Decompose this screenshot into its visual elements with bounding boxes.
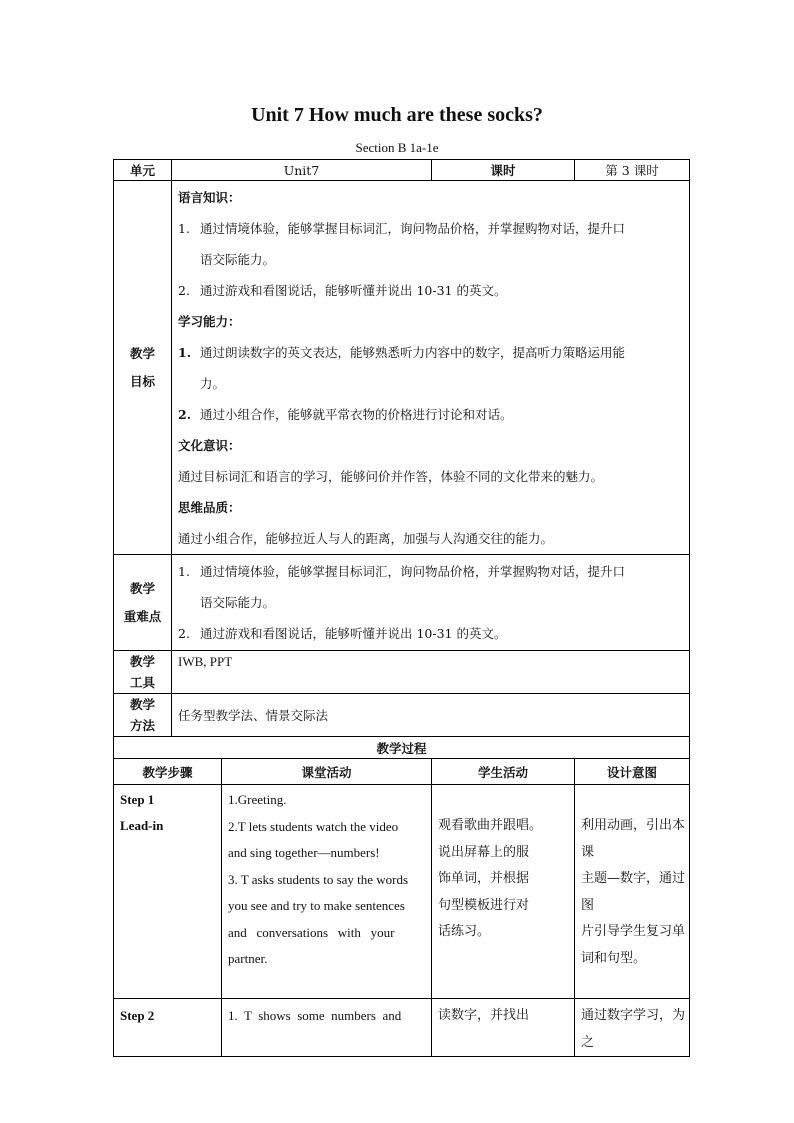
ability-item-1-cont: 力。 <box>200 376 226 391</box>
ability-item-2-text: 通过小组合作，能够就平常衣物的价格进行讨论和对话。 <box>200 407 513 422</box>
objectives-label-1: 教学 <box>129 345 155 361</box>
tools-label <box>114 651 172 694</box>
column-intent: 设计意图 <box>575 759 690 785</box>
step1-intent <box>575 785 690 999</box>
step1-student <box>432 785 575 999</box>
step1-activity-line: partner. <box>228 951 268 966</box>
language-item-1-cont: 语交际能力。 <box>200 252 276 267</box>
column-activity: 课堂活动 <box>222 759 432 785</box>
ability-item-2 <box>178 399 689 430</box>
keypoint-item-1 <box>178 556 689 587</box>
keypoints-label-2: 重难点 <box>123 608 162 624</box>
unit-value: Unit7 <box>172 160 432 181</box>
language-heading: 语言知识： <box>178 190 241 205</box>
step1-student-line: 观看歌曲并跟唱。 <box>438 818 543 833</box>
thinking-text: 通过小组合作，能够拉近人与人的距离，加强与人沟通交往的能力。 <box>178 531 554 546</box>
keypoint-item-2-text: 通过游戏和看图说话，能够听懂并说出 10-31 的英文。 <box>200 626 507 641</box>
keypoint-item-1-num: 1. <box>178 564 190 579</box>
process-columns-row <box>114 759 690 785</box>
methods-label-2: 方法 <box>129 718 155 733</box>
step2-intent-line: 通过数字学习，为之 <box>581 1008 686 1050</box>
step1-activity-line: 1.Greeting. <box>228 792 287 807</box>
keypoint-item-2-num: 2. <box>178 626 190 641</box>
ability-item-2-num: 2. <box>178 407 192 422</box>
methods-label-1: 教学 <box>129 697 155 712</box>
methods-label <box>114 694 172 737</box>
ability-heading: 学习能力： <box>178 314 241 329</box>
ability-item-1-text-a: 通过朗读数字的英文表达，能够熟悉听力内容中的数字，提高听力策略运用能 <box>200 345 626 360</box>
objectives-content <box>172 181 690 555</box>
step1-activity-line: and conversations with your <box>228 924 395 940</box>
tools-label-1: 教学 <box>129 654 155 669</box>
step2-student-line: 读数字，并找出 <box>438 1008 530 1023</box>
step1-name <box>114 785 222 999</box>
step2-activity <box>222 999 432 1057</box>
step1-activity-line: and sing together—numbers! <box>228 845 380 860</box>
step1-intent-line: 片引导学生复习单 <box>581 924 686 939</box>
process-heading-row <box>114 737 690 759</box>
keypoint-item-1-text-a: 通过情境体验，能够掌握目标词汇，询问物品价格，并掌握购物对话，提升口 <box>200 564 626 579</box>
language-item-2-text: 通过游戏和看图说话，能够听懂并说出 10-31 的英文。 <box>200 283 507 298</box>
thinking-heading: 思维品质： <box>178 500 241 515</box>
objectives-label <box>114 181 172 555</box>
period-label: 课时 <box>432 160 575 181</box>
step2-title: Step 2 <box>120 1008 155 1023</box>
culture-heading: 文化意识： <box>178 438 241 453</box>
step2-student <box>432 999 575 1057</box>
unit-info-row <box>114 160 690 181</box>
step1-student-line: 话练习。 <box>438 924 491 939</box>
step2-activity-line: 1. T shows some numbers and <box>228 1008 402 1023</box>
step1-intent-line: 词和句型。 <box>581 950 647 966</box>
objectives-row <box>114 181 690 555</box>
step2-intent <box>575 999 690 1057</box>
unit-label: 单元 <box>114 160 172 181</box>
objectives-label-2: 目标 <box>129 373 155 389</box>
ability-item-1 <box>178 337 689 368</box>
keypoint-item-1-cont: 语交际能力。 <box>200 595 276 610</box>
ability-item-1-num: 1. <box>178 345 192 360</box>
step1-activity <box>222 785 432 999</box>
period-value: 第 3 课时 <box>575 160 690 181</box>
methods-row <box>114 694 690 737</box>
page-title: Unit 7 How much are these socks? <box>251 104 543 126</box>
column-step: 教学步骤 <box>114 759 222 785</box>
tools-row <box>114 651 690 694</box>
tools-value: IWB, PPT <box>172 651 690 694</box>
step1-row <box>114 785 690 999</box>
step1-activity-line: you see and try to make sentences <box>228 898 405 913</box>
step1-subtitle: Lead-in <box>120 818 164 833</box>
keypoints-label-1: 教学 <box>129 580 155 596</box>
step1-intent-line: 主题—数字，通过图 <box>581 871 686 913</box>
culture-text: 通过目标词汇和语言的学习，能够问价并作答，体验不同的文化带来的魅力。 <box>178 469 604 484</box>
language-item-1 <box>178 213 689 244</box>
step1-activity-line: 3. T asks students to say the words <box>228 871 409 887</box>
language-item-1-text-a: 通过情境体验，能够掌握目标词汇，询问物品价格，并掌握购物对话，提升口 <box>200 221 626 236</box>
step1-student-line: 说出屏幕上的服 <box>438 844 530 860</box>
language-item-2 <box>178 275 689 306</box>
page-subtitle: Section B 1a-1e <box>355 140 439 155</box>
language-item-1-num: 1. <box>178 221 190 236</box>
step1-activity-line: 2.T lets students watch the video <box>228 818 399 834</box>
process-heading: 教学过程 <box>114 737 690 759</box>
step1-title: Step 1 <box>120 792 155 807</box>
keypoints-label <box>114 555 172 651</box>
keypoints-row <box>114 555 690 651</box>
language-item-2-num: 2. <box>178 283 190 298</box>
keypoints-content <box>172 555 690 651</box>
column-student: 学生活动 <box>432 759 575 785</box>
step2-name <box>114 999 222 1057</box>
tools-label-2: 工具 <box>129 675 155 690</box>
methods-value: 任务型教学法、情景交际法 <box>172 694 690 737</box>
lesson-plan-table <box>113 159 690 1057</box>
step1-student-line: 饰单词，并根据 <box>438 871 530 886</box>
step2-row <box>114 999 690 1057</box>
step1-intent-line: 利用动画，引出本课 <box>581 818 686 860</box>
step1-student-line: 句型模板进行对 <box>438 897 530 913</box>
keypoint-item-2 <box>178 618 689 649</box>
